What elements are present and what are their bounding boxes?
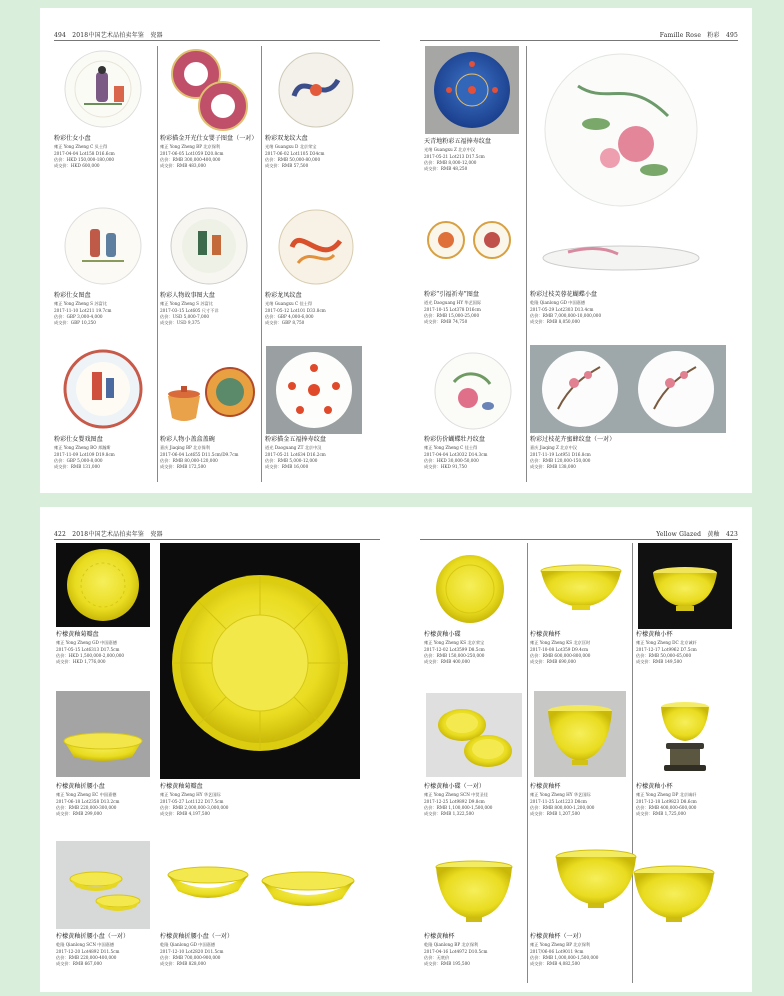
page-header-495: Famille Rose 粉彩 495	[659, 32, 738, 39]
catalogue-caption: 柠檬黄釉小碟（一对） 雍正 Yong Zheng SCN 中贸圣佳 2017-12-25 Lot9892 D9.8cm 估价：RMB 1,100,000-1,500,000 成交价：RMB 1,322,500	[424, 783, 493, 817]
small-yellow-cup-dark-image	[638, 543, 732, 629]
catalogue-caption: 柠檬黄釉菊瓣盘 雍正 Yong Zheng GD 中国嘉德 2017-05-15 Lot6313 D17.5cm 估价：HKD 1,500,000-2,000,000 成交价：HKD 1,776,000	[56, 631, 125, 665]
pair-gilt-plates-image	[168, 46, 250, 132]
celadon-ground-plate-image	[425, 46, 519, 134]
header-rule	[420, 539, 738, 540]
catalogue-caption: 柠檬黄釉折腰小盘 雍正 Yong Zheng EC 中国嘉德 2017-06-18 Lot2358 D13.2cm 估价：RMB 220,000-300,000 成交价：RMB 299,000	[56, 783, 120, 817]
catalogue-caption: 粉彩仿价蝴蝶牡丹纹盘 雍正 Yong Zheng C 佳士得 2017-04-04 Lot3032 D14.3cm 估价：HKD 30,000-50,000 成交价：HKD 91,750	[424, 436, 488, 470]
five-bats-plate-image	[266, 346, 362, 434]
catalogue-caption: 粉彩龙凤纹盘 光绪 Guangxu C 佳士得 2017-05-12 Lot101 D33.8cm 估价：GBP 4,000-6,000 成交价：GBP 8,750	[265, 292, 326, 326]
column-divider	[527, 543, 528, 983]
catalogue-caption: 粉彩双龙纹大盘 光绪 Guangxu D 北京荣宝 2017-06-02 Lot1105 D34cm 估价：RMB 50,000-80,000 成交价：RMB 57,500	[265, 135, 325, 169]
catalogue-caption: 粉彩描金开光仕女婴子图盘（一对） 雍正 Yong Zheng BP 北京保利 2017-06-05 Lot1059 D20.8cm 估价：RMB 300,000-400,000 成交价：RMB 483,000	[160, 135, 258, 169]
catalogue-caption: 柠檬黄釉小杯 雍正 Yong Zheng DC 北京诚轩 2017-12-17 Lot9962 D7.5cm 估价：RMB 50,000-65,000 成交价：RMB 149,500	[636, 631, 697, 665]
dragon-phoenix-plate-image	[276, 207, 356, 287]
chrysanthemum-dish-large-image	[160, 543, 360, 779]
yellow-cup-2-image	[534, 691, 626, 777]
header-rule	[54, 539, 380, 540]
catalogue-caption: 柠檬黄釉杯 雍正 Yong Zheng HY 华艺国际 2017-11-25 Lot1223 D8cm 估价：RMB 800,000-1,200,000 成交价：RMB 1,207,500	[530, 783, 595, 817]
yellow-cups-pair-image	[538, 845, 730, 925]
top-spread	[40, 8, 752, 493]
small-yellow-saucers-pair-image	[426, 693, 522, 777]
header-rule	[54, 40, 380, 41]
page-header-422: 422 2018中国艺术品拍卖年鉴 瓷器	[54, 531, 163, 538]
catalogue-caption: 粉彩仕女婴戏图盘 雍正 Yong Zheng BO 邦瀚斯 2017-11-09 Lot109 D19.8cm 估价：GBP 5,000-8,000 成交价：RMB 131,000	[54, 436, 115, 470]
column-divider	[261, 46, 262, 482]
famille-rose-lady-plate-image	[62, 48, 144, 130]
catalogue-caption: 粉彩人物故事图大盘 雍正 Yong Zheng S 苏富比 2017-03-15 Lot605 尺寸不详 估价：USD 5,000-7,000 成交价：USD 9,375	[160, 292, 219, 326]
catalogue-caption: 粉彩仕女图盘 雍正 Yong Zheng S 苏富比 2017-11-10 Lot211 19.7cm 估价：GBP 3,000-4,000 成交价：GBP 10,250	[54, 292, 112, 326]
catalogue-caption: 柠檬黄釉小碟 雍正 Yong Zheng KS 北京荣宝 2017-12-02 Lot3599 D8.5cm 估价：RMB 150,000-250,000 成交价：RMB 400,000	[424, 631, 485, 665]
column-divider	[157, 46, 158, 482]
folded-waist-dishes-pair-2-image	[162, 857, 358, 915]
small-yellow-cup-on-stand-image	[646, 699, 724, 779]
catalogue-caption: 粉彩人物小盖盒盖碗 嘉庆 Jiaqing BP 北京保利 2017-06-04 Lot655 D11.5cm/D9.7cm 估价：RMB 80,000-120,000 成交价：RMB 172,500	[160, 436, 239, 470]
catalogue-caption: 粉彩仕女小盘 雍正 Yong Zheng C 贝士得 2017-04-04 Lot158 D16.6cm 估价：HKD 150,000-180,000 成交价：HKD 600,000	[54, 135, 115, 169]
chrysanthemum-dish-small-image	[56, 543, 150, 627]
column-divider	[526, 46, 527, 482]
catalogue-caption: 柠檬黄釉折腰小盘（一对） 乾隆 Qianlong SCN 中国嘉德 2017-12-20 Lot4892 D11.5cm 估价：RMB 220,000-400,000 成交价：RMB 667,000	[56, 933, 130, 967]
yellow-cup-3-image	[432, 859, 516, 925]
page-header-423: Yellow Glazed 黄釉 423	[656, 531, 738, 538]
catalogue-caption: 粉彩过枝芙蓉花蝴蝶小盘 乾隆 Qianlong GD 中国嘉德 2017-05-29 Lot2303 D13.4cm 估价：RMB 7,000,000-10,000,000 成交价：RMB 8,050,000	[530, 291, 602, 325]
hibiscus-butterfly-plate-image	[538, 46, 704, 282]
lady-plate-image	[62, 205, 144, 287]
catalogue-caption: 天青地粉彩五福捧寿纹盘 光绪 Guangxu Z 北京中汉 2017-05-21 Lot213 D17.5cm 估价：RMB 8,000-12,000 成交价：RMB 48,250	[424, 138, 492, 172]
lady-children-plate-image	[62, 348, 144, 430]
catalogue-caption: 粉彩“引福祈寿”图盘 道光 Daoguang HY 华艺国际 2017-10-15 Lot378 D16cm 估价：RMB 15,000-25,000 成交价：RMB 74,750	[424, 291, 482, 325]
small-yellow-saucer-image	[432, 551, 508, 627]
yellow-cup-image	[536, 563, 626, 613]
catalogue-caption: 柠檬黄釉折腰小盘（一对） 乾隆 Qianlong GD 中国嘉德 2017-12-10 Lot2820 D11.5cm 估价：RMB 700,000-900,000 成交价：RMB 828,000	[160, 933, 234, 967]
figure-story-plate-image	[168, 205, 250, 287]
bottom-spread	[40, 507, 752, 992]
catalogue-caption: 柠檬黄釉菊瓣盘 雍正 Yong Zheng HY 华艺国际 2017-05-27 Lot1122 D17.5cm 估价：RMB 2,000,000-3,000,000 成交价：RMB 4,197,500	[160, 783, 229, 817]
catalogue-caption: 粉彩过枝花卉蜜蜂纹盘（一对） 嘉庆 Jiaqing Z 北京中汉 2017-11-19 Lot951 D16.8cm 估价：RMB 120,000-150,000 成交价：RMB 138,000	[530, 436, 616, 470]
covered-box-and-bowl-image	[162, 360, 256, 428]
catalogue-caption: 柠檬黄釉杯（一对） 雍正 Yong Zheng BP 北京保利 2017/06-06 Lot9011 9cm 估价：RMB 1,000,000-1,500,000 成交价：RMB 4,082,500	[530, 933, 599, 967]
catalogue-caption: 柠檬黄釉杯 乾隆 Qianlong BP 北京保利 2017-04-16 Lot4972 D10.5cm 估价：无底价 成交价：RMB 195,500	[424, 933, 488, 967]
page-header-494: 494 2018中国艺术品拍卖年鉴 瓷器	[54, 32, 163, 39]
dragon-plate-image	[276, 50, 356, 130]
header-rule	[420, 40, 738, 41]
folded-waist-dish-image	[56, 691, 150, 777]
catalogue-caption: 柠檬黄釉小杯 雍正 Yong Zheng DP 北京诚轩 2017-12-18 Lot9823 D8.6cm 估价：RMB 400,000-600,000 成交价：RMB 1,725,000	[636, 783, 697, 817]
butterfly-peony-plate-image	[432, 350, 514, 432]
catalogue-caption: 粉彩描金五福捧寿纹盘 道光 Daoguang ZT 北京中汉 2017-05-21 Lot634 D16.2cm 估价：RMB 5,000-12,000 成交价：RMB 16,000	[265, 436, 326, 470]
catalogue-caption: 柠檬黄釉杯 雍正 Yong Zheng KS 北京匡时 2017-10-08 Lot359 D9.4cm 估价：RMB 600,000-800,000 成交价：RMB 690,000	[530, 631, 591, 665]
flower-bee-plates-pair-image	[530, 345, 726, 433]
folded-waist-dishes-pair-image	[56, 841, 150, 929]
blessing-longevity-plates-image	[426, 218, 514, 262]
